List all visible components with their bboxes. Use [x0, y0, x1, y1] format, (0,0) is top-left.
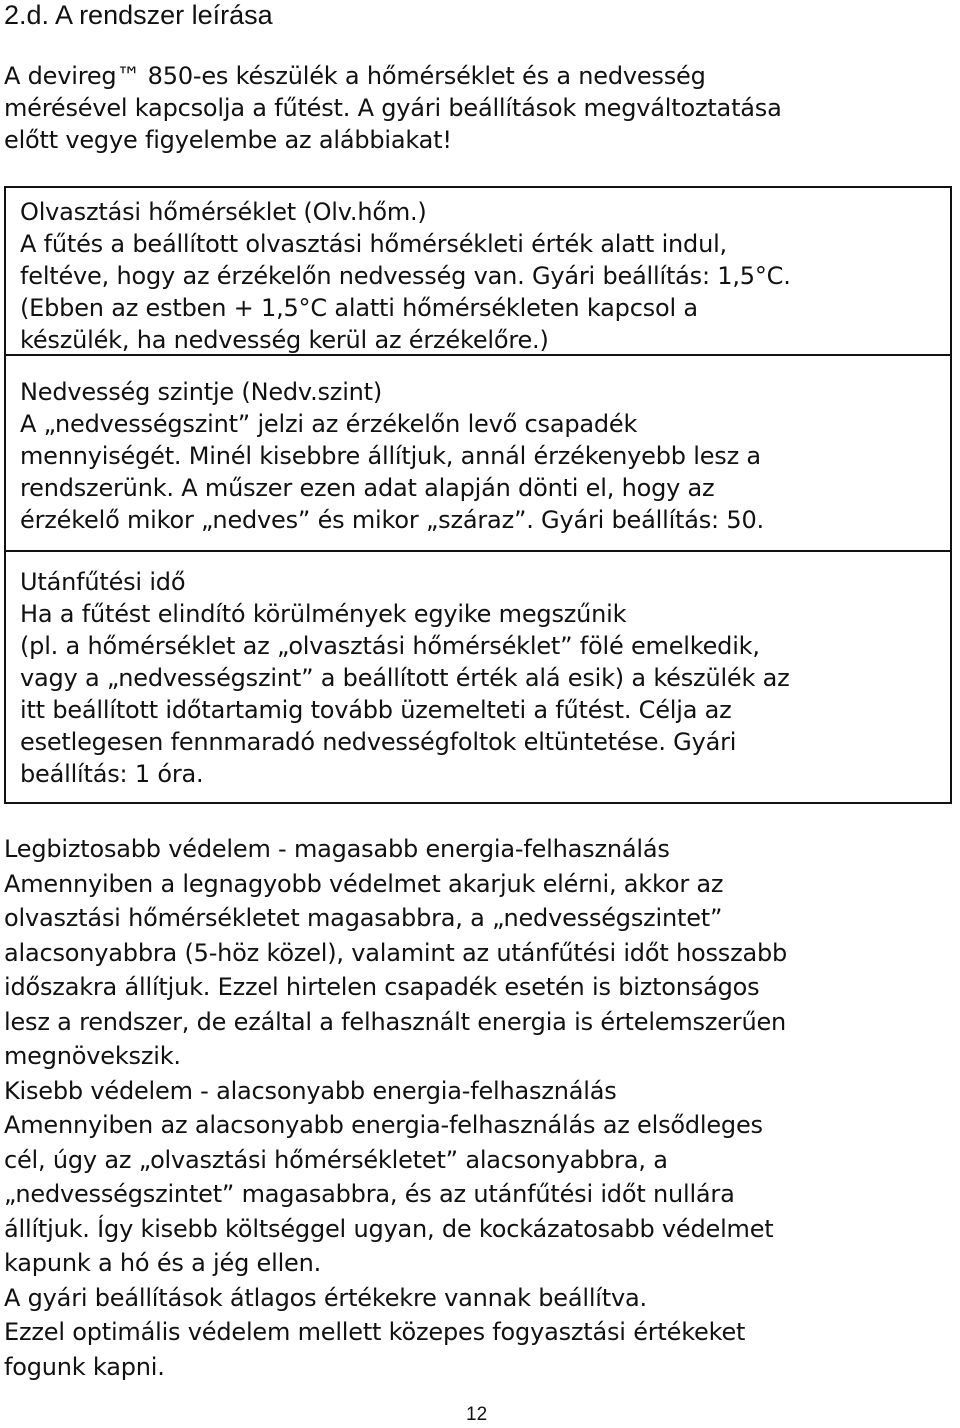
text-line: esetlegesen fennmaradó nedvességfoltok eltüntetése. Gyári: [20, 728, 737, 756]
intro-paragraph: [4, 60, 954, 156]
subheading: Kisebb védelem - alacsonyabb energia-felhasználás: [4, 1076, 617, 1105]
melting-temperature-text: [20, 196, 944, 356]
text-line: mérésével kapcsolja a fűtést. A gyári beállítások megváltoztatása: [4, 94, 782, 122]
text-line: A devireg™ 850-es készülék a hőmérséklet és a nedvesség: [4, 62, 706, 90]
afterheat-time-text: [20, 566, 944, 790]
text-line: A gyári beállítások átlagos értékekre vannak beállítva.: [4, 1283, 647, 1312]
humidity-level-box: [4, 356, 952, 552]
text-line: időszakra állítjuk. Ezzel hirtelen csapadék esetén is biztonságos: [4, 973, 760, 1001]
melting-temperature-box: [4, 186, 952, 356]
text-line: érzékelő mikor „nedves” és mikor „száraz”. Gyári beállítás: 50.: [20, 506, 764, 534]
section-title: 2.d. A rendszer leírása: [4, 0, 273, 30]
text-line: előtt vegye figyelembe az alábbiakat!: [4, 126, 452, 154]
humidity-level-text: [20, 376, 944, 536]
text-line: kapunk a hó és a jég ellen.: [4, 1249, 322, 1277]
text-line: állítjuk. Így kisebb költséggel ugyan, de kockázatosabb védelmet: [4, 1214, 774, 1243]
text-line: (pl. a hőmérséklet az „olvasztási hőmérséklet” fölé emelkedik,: [20, 632, 760, 660]
text-line: készülék, ha nedvesség kerül az érzékelőre.): [20, 326, 549, 354]
page-number: 12: [466, 1404, 488, 1425]
text-line: megnövekszik.: [4, 1042, 181, 1070]
text-line: Amennyiben az alacsonyabb energia-felhasználás az elsődleges: [4, 1111, 763, 1139]
text-line: A „nedvességszint” jelzi az érzékelőn levő csapadék: [20, 410, 638, 438]
text-line: Ezzel optimális védelem mellett közepes fogyasztási értékeket: [4, 1318, 746, 1346]
text-line: „nedvességszintet” magasabbra, és az utánfűtési időt nullára: [4, 1180, 735, 1208]
text-line: A fűtés a beállított olvasztási hőmérsékleti érték alatt indul,: [20, 230, 727, 258]
text-line: olvasztási hőmérsékletet magasabbra, a „nedvességszintet”: [4, 904, 723, 932]
text-line: alacsonyabbra (5-höz közel), valamint az utánfűtési időt hosszabb: [4, 938, 788, 967]
text-line: rendszerünk. A műszer ezen adat alapján dönti el, hogy az: [20, 474, 715, 502]
text-line: cél, úgy az „olvasztási hőmérsékletet” alacsonyabbra, a: [4, 1145, 668, 1174]
text-line: beállítás: 1 óra.: [20, 760, 204, 788]
box-heading: Utánfűtési idő: [20, 568, 186, 596]
protection-levels-text: [4, 832, 954, 1384]
text-line: itt beállított időtartamig tovább üzemelteti a fűtést. Célja az: [20, 696, 732, 724]
text-line: fogunk kapni.: [4, 1352, 165, 1381]
subheading: Legbiztosabb védelem - magasabb energia-felhasználás: [4, 835, 670, 863]
text-line: mennyiségét. Minél kisebbre állítjuk, annál érzékenyebb lesz a: [20, 442, 761, 470]
text-line: feltéve, hogy az érzékelőn nedvesség van. Gyári beállítás: 1,5°C.: [20, 262, 791, 290]
afterheat-time-box: [4, 552, 952, 804]
text-line: (Ebben az estben + 1,5°C alatti hőmérsékleten kapcsol a: [20, 294, 698, 322]
text-line: lesz a rendszer, de ezáltal a felhasznált energia is értelemszerűen: [4, 1007, 787, 1036]
text-line: Ha a fűtést elindító körülmények egyike megszűnik: [20, 600, 627, 628]
text-line: vagy a „nedvességszint” a beállított érték alá esik) a készülék az: [20, 664, 790, 692]
box-heading: Olvasztási hőmérséklet (Olv.hőm.): [20, 198, 427, 226]
text-line: Amennyiben a legnagyobb védelmet akarjuk elérni, akkor az: [4, 869, 724, 898]
box-heading: Nedvesség szintje (Nedv.szint): [20, 378, 383, 406]
